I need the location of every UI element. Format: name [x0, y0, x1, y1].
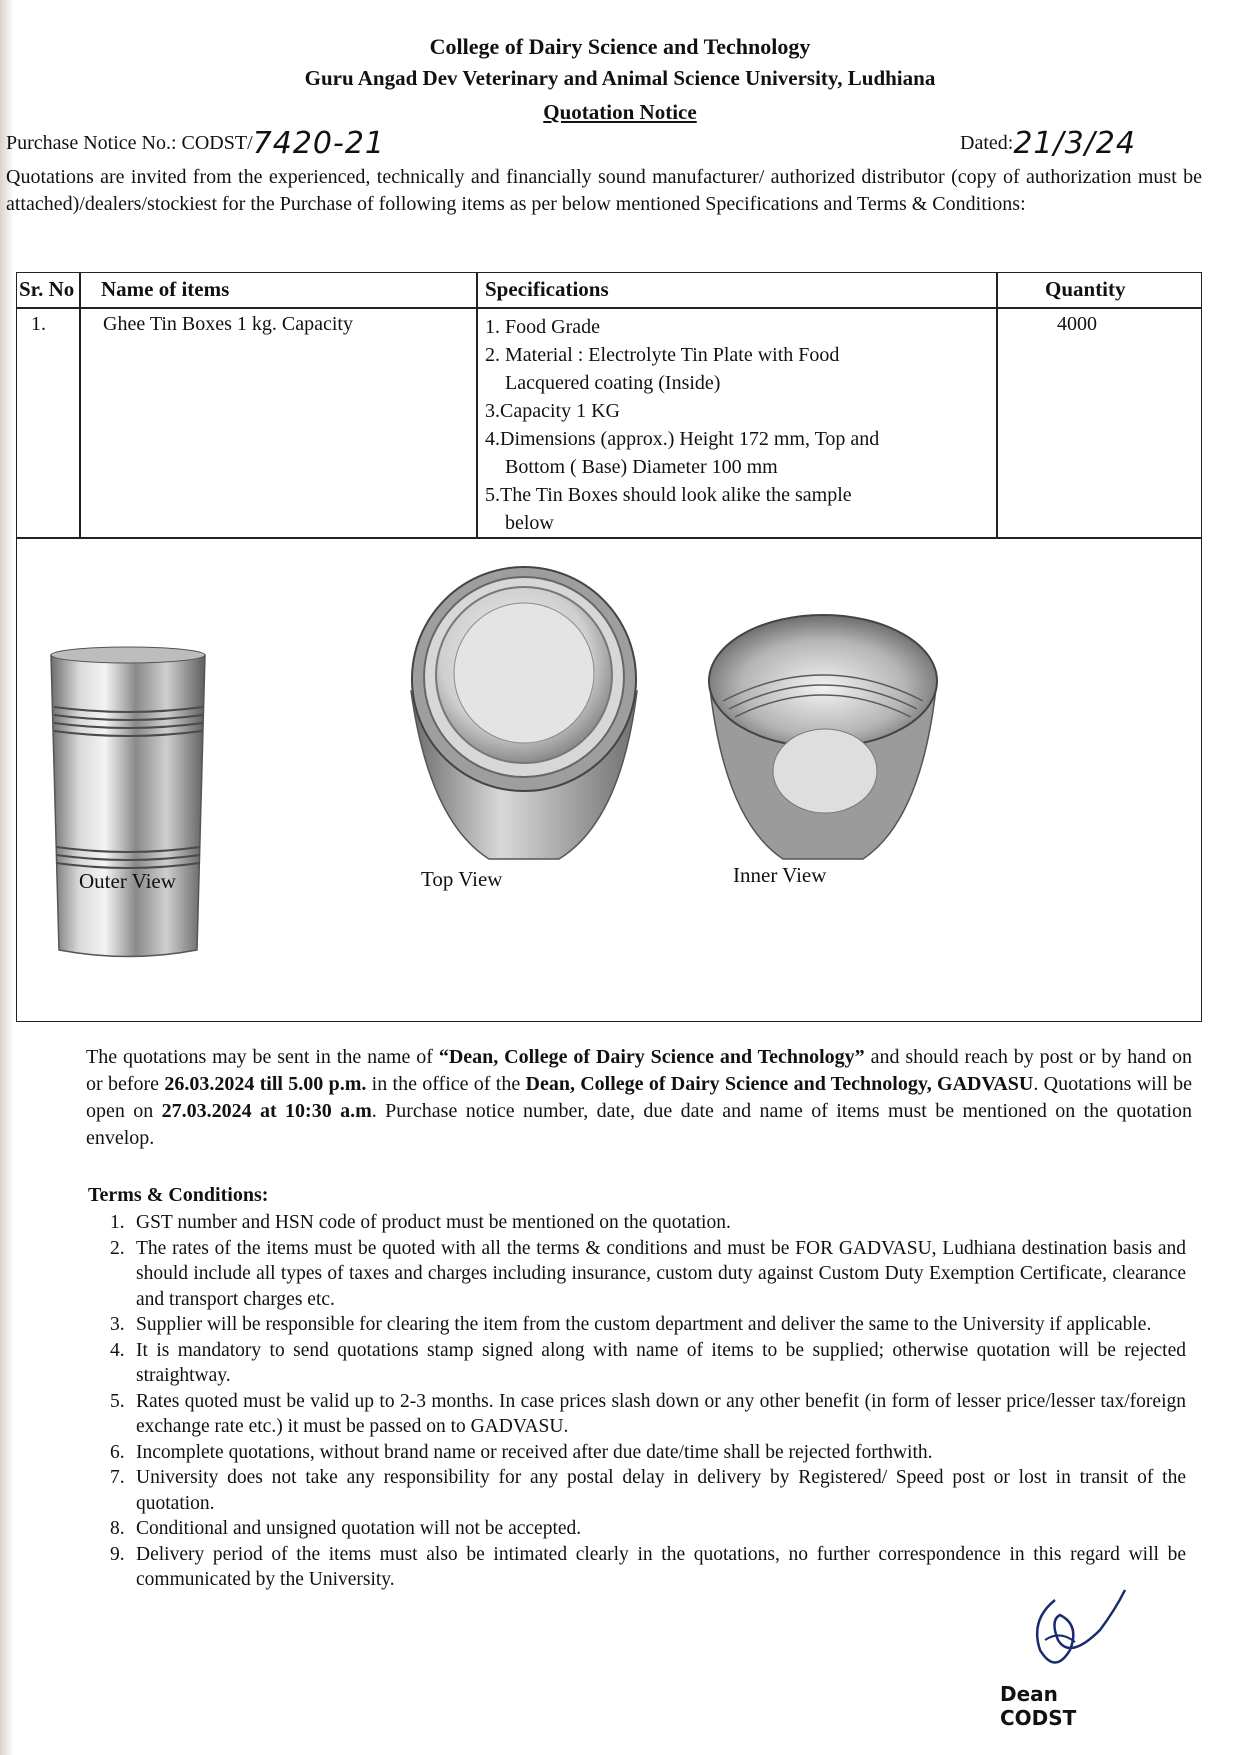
signature-codst-label: CODST — [1000, 1706, 1077, 1730]
term-number: 9. — [110, 1543, 125, 1565]
para-bold: 27.03.2024 at 10:30 a.m — [161, 1100, 372, 1122]
term-number: 1. — [110, 1212, 125, 1233]
term-text: University does not take any responsibility for any postal delay in delivery by Registered/ Speed post or lost in transit of the quotation. — [136, 1467, 1186, 1514]
para-text: . Quotations will be open on — [86, 1073, 1193, 1122]
term-item — [110, 1210, 1186, 1236]
term-text: Incomplete quotations, without brand name or received after due date/time shall be rejected forthwith. — [136, 1441, 933, 1463]
dean-signature — [1000, 1580, 1130, 1740]
cell-specifications — [485, 313, 1000, 537]
terms-list — [110, 1210, 1186, 1593]
term-text: It is mandatory to send quotations stamp signed along with name of items to be supplied; otherwise quotation will be rejected straightway. — [136, 1339, 1186, 1386]
intro-paragraph: Quotations are invited from the experienced, technically and financially sound manufacturer/ authorized distributor (copy of authorization must be attached)/dealers/stockiest for the Purchase of following items as per below mentioned Specifications and Terms & Conditions: — [6, 166, 1202, 215]
dated-value-handwritten: 21/3/24 — [1013, 126, 1136, 161]
page-edge-shadow — [0, 0, 14, 1755]
caption-inner-view: Inner View — [733, 863, 827, 887]
para-text: The quotations may be sent in the name of — [86, 1046, 439, 1068]
para-bold: “Dean, College of Dairy Science and Technology” — [438, 1046, 865, 1068]
term-number: 3. — [110, 1314, 125, 1335]
term-number: 2. — [110, 1237, 125, 1259]
term-text: Rates quoted must be valid up to 2-3 months. In case prices slash down or any other benefit (in form of lesser price/lesser tax/foreign exchange rate etc.) it must be passed on to GADVASU. — [136, 1390, 1186, 1437]
top-view-tin-image — [389, 561, 659, 871]
purchase-label: Purchase Notice No.: CODST/ — [6, 132, 253, 154]
spec-line: 5.The Tin Boxes should look alike the sample — [485, 484, 852, 506]
header-divider — [17, 307, 1201, 309]
col-divider — [79, 273, 81, 538]
term-text: Delivery period of the items must also be intimated clearly in the quotations, no further correspondence in this regard will be communicated by the University. — [136, 1543, 1186, 1590]
signature-scribble — [1000, 1580, 1130, 1690]
signature-dean-label: Dean — [1000, 1682, 1058, 1706]
spec-line: 2. Material : Electrolyte Tin Plate with Food — [485, 344, 840, 366]
term-text: The rates of the items must be quoted with all the terms & conditions and must be FOR GADVASU, Ludhiana destination basis and should include all types of taxes and charges including insurance, custom duty against Custom Duty Exemption Certificate, clearance and transport charges etc. — [136, 1237, 1186, 1310]
caption-outer-view: Outer View — [79, 869, 176, 893]
outer-view-tin-image — [43, 635, 213, 965]
col-divider — [476, 273, 478, 538]
inner-view-tin-image — [703, 609, 943, 869]
terms-heading: Terms & Conditions: — [88, 1184, 269, 1206]
purchase-notice-number — [6, 126, 385, 161]
spec-line: 4.Dimensions (approx.) Height 172 mm, Top and — [485, 428, 880, 450]
para-bold: 26.03.2024 till 5.00 p.m. — [164, 1073, 367, 1095]
term-text: Supplier will be responsible for clearing the item from the custom department and deliver the same to the University if applicable. — [136, 1314, 1152, 1335]
term-item — [110, 1236, 1186, 1313]
spec-line: 3.Capacity 1 KG — [485, 400, 620, 422]
term-item — [110, 1389, 1186, 1440]
header-specifications: Specifications — [485, 277, 609, 301]
college-name: College of Dairy Science and Technology — [429, 34, 811, 59]
items-table — [16, 272, 1202, 1022]
dated — [960, 126, 1136, 161]
para-text: . Purchase notice number, date, due date and name of items must be mentioned on the quotation envelop. — [86, 1100, 1193, 1149]
row-divider — [17, 537, 1201, 539]
dated-label: Dated: — [960, 132, 1014, 154]
notice-title: Quotation Notice — [543, 100, 697, 124]
term-number: 6. — [110, 1441, 125, 1463]
cell-sr-no: 1. — [31, 313, 46, 335]
term-number: 8. — [110, 1518, 125, 1539]
header-name-of-items: Name of items — [101, 277, 230, 301]
caption-top-view: Top View — [421, 867, 503, 891]
header-quantity: Quantity — [1045, 277, 1126, 301]
term-text: GST number and HSN code of product must be mentioned on the quotation. — [136, 1212, 731, 1233]
para-bold: Dean, College of Dairy Science and Technology, GADVASU — [525, 1073, 1034, 1095]
term-item — [110, 1440, 1186, 1466]
cell-item-name: Ghee Tin Boxes 1 kg. Capacity — [103, 313, 353, 335]
spec-line: Bottom ( Base) Diameter 100 mm — [505, 456, 778, 478]
para-text: and should reach by post or by hand on or before — [86, 1046, 1192, 1095]
submission-paragraph — [86, 1044, 1192, 1152]
term-number: 5. — [110, 1390, 125, 1412]
term-number: 7. — [110, 1467, 125, 1488]
spec-line: below — [505, 512, 554, 534]
term-number: 4. — [110, 1339, 125, 1361]
spec-line: Lacquered coating (Inside) — [505, 372, 721, 394]
cell-quantity: 4000 — [1057, 313, 1097, 335]
purchase-number-handwritten: 7420-21 — [252, 126, 385, 161]
para-text: in the office of the — [366, 1073, 526, 1095]
term-text: Conditional and unsigned quotation will not be accepted. — [136, 1518, 582, 1539]
spec-line: 1. Food Grade — [485, 316, 600, 338]
term-item — [110, 1516, 1186, 1542]
university-name: Guru Angad Dev Veterinary and Animal Science University, Ludhiana — [304, 66, 936, 90]
term-item — [110, 1465, 1186, 1516]
term-item — [110, 1312, 1186, 1338]
header-sr-no: Sr. No — [19, 277, 75, 301]
term-item — [110, 1338, 1186, 1389]
